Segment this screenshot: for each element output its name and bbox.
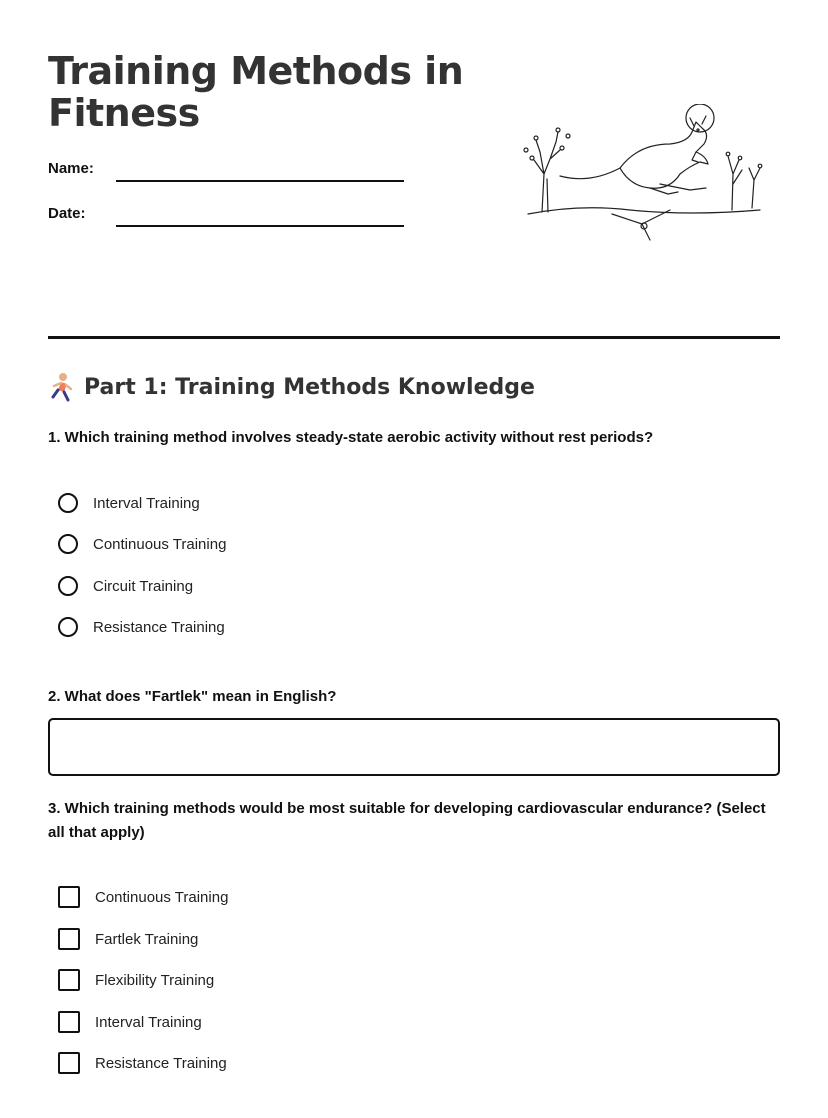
q3-option-2[interactable] [58,927,198,951]
option-label: Circuit Training [93,577,194,595]
checkbox[interactable] [58,886,80,908]
date-field[interactable] [116,225,404,227]
question-3: 3. Which training methods would be most suitable for developing cardiovascular endurance? (Select all that apply) [48,800,766,841]
option-label: Flexibility Training [95,971,215,989]
option-label: Continuous Training [95,888,229,906]
option-label: Interval Training [93,494,200,512]
option-label: Resistance Training [95,1054,227,1072]
checkbox[interactable] [58,969,80,991]
option-label: Interval Training [95,1013,202,1031]
q1-option-1[interactable] [58,491,200,515]
name-field[interactable] [116,180,404,182]
question-1: 1. Which training method involves steady-state aerobic activity without rest periods? [48,429,654,446]
option-label: Continuous Training [93,535,227,553]
checkbox[interactable] [58,928,80,950]
worksheet-title: Training Methods in Fitness [48,49,464,135]
kangaroo-illustration [520,104,770,249]
runner-icon [48,372,74,402]
q3-option-1[interactable] [58,885,228,909]
section-divider [48,336,780,339]
q3-option-4[interactable] [58,1010,202,1034]
fartlek-answer-input[interactable] [48,718,780,776]
date-label: Date: [48,205,86,222]
option-label: Fartlek Training [95,930,199,948]
q1-option-2[interactable] [58,532,226,556]
radio-button[interactable] [58,493,78,513]
q1-option-3[interactable] [58,574,193,598]
name-label: Name: [48,160,94,177]
q3-option-5[interactable] [58,1051,227,1075]
question-2: 2. What does "Fartlek" mean in English? [48,688,337,705]
radio-button[interactable] [58,576,78,596]
radio-button[interactable] [58,617,78,637]
checkbox[interactable] [58,1052,80,1074]
radio-button[interactable] [58,534,78,554]
q3-option-3[interactable] [58,968,214,992]
q1-option-4[interactable] [58,615,225,639]
part1-heading [48,372,535,402]
part1-title: Part 1: Training Methods Knowledge [84,374,535,400]
checkbox[interactable] [58,1011,80,1033]
option-label: Resistance Training [93,618,225,636]
